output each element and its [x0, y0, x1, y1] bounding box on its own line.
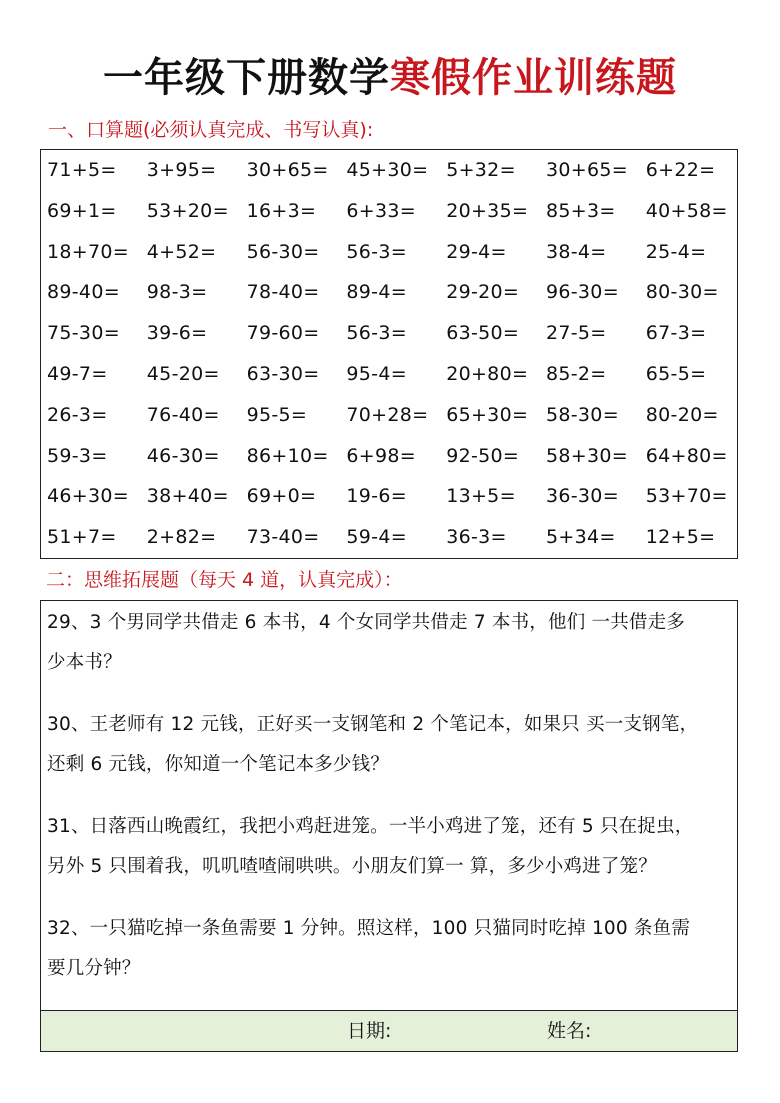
calc-item: 76-40=: [146, 403, 220, 426]
calc-item: 49-7=: [47, 362, 108, 385]
calc-item: 27-5=: [545, 322, 607, 345]
footer-bar: [40, 1010, 738, 1052]
calc-item: 36-3=: [446, 526, 507, 549]
calc-item: 13+5=: [446, 485, 516, 508]
problem-line: 29、3 个男同学共借走 6 本书，4 个女同学共借走 7 本书，他们 一共借走多: [47, 612, 685, 633]
calc-item: 58+30=: [545, 444, 628, 467]
problem-line: 少本书？: [47, 652, 122, 673]
calc-item: 95-4=: [346, 362, 407, 385]
problem-30: [47, 705, 735, 785]
problem-line: 还剩 6 元钱，你知道一个笔记本多少钱？: [47, 754, 390, 775]
calc-item: 36-30=: [545, 485, 619, 508]
calc-item: 69+1=: [47, 199, 117, 222]
calc-item: 29-20=: [446, 281, 520, 304]
calc-item: 63-30=: [246, 362, 320, 385]
calc-item: 92-50=: [446, 444, 520, 467]
calc-item: 19-6=: [346, 485, 407, 508]
calc-item: 38+40=: [146, 485, 229, 508]
calc-table: [40, 149, 738, 559]
section1-heading: 一、口算题(必须认真完成、书写认真):: [48, 119, 374, 141]
calc-item: 95-5=: [246, 403, 308, 426]
calc-item: 71+5=: [47, 159, 117, 181]
calc-item: 30+65=: [545, 159, 628, 181]
calc-item: 4+52=: [146, 240, 217, 263]
calc-item: 18+70=: [47, 240, 129, 263]
problem-line: 31、日落西山晚霞红，我把小鸡赶进笼。一半小鸡进了笼，还有 5 只在捉虫，: [47, 816, 694, 837]
calc-item: 56-30=: [246, 240, 320, 263]
calc-item: 59-3=: [47, 444, 108, 467]
page-title: [0, 48, 780, 108]
calc-item: 38-4=: [545, 240, 607, 263]
calc-item: 96-30=: [545, 281, 619, 304]
calc-item: 3+95=: [146, 159, 217, 181]
calc-item: 2+82=: [146, 526, 217, 549]
calc-item: 89-40=: [47, 281, 120, 304]
problem-line: 另外 5 只围着我，叽叽喳喳闹哄哄。小朋友们算一 算，多少小鸡进了笼？: [47, 856, 657, 877]
calc-item: 30+65=: [246, 159, 329, 181]
calc-item: 67-3=: [645, 322, 707, 345]
problem-29: [47, 603, 735, 683]
calc-item: 5+32=: [446, 159, 516, 181]
calc-item: 56-3=: [346, 322, 407, 345]
problem-32: [47, 909, 735, 989]
calc-item: 46-30=: [146, 444, 220, 467]
calc-item: 80-30=: [645, 281, 719, 304]
date-label: 日期:: [347, 1020, 392, 1042]
problem-line: 30、王老师有 12 元钱，正好买一支钢笔和 2 个笔记本，如果只 买一支钢笔，: [47, 714, 699, 735]
calc-item: 53+20=: [146, 199, 229, 222]
calc-item: 65-5=: [645, 362, 707, 385]
calc-item: 79-60=: [246, 322, 320, 345]
calc-item: 25-4=: [645, 240, 707, 263]
calc-item: 46+30=: [47, 485, 129, 508]
problem-line: 32、一只猫吃掉一条鱼需要 1 分钟。照这样，100 只猫同时吃掉 100 条鱼需: [47, 918, 691, 939]
calc-item: 85-2=: [545, 362, 607, 385]
title-red: 寒假作业训练题: [390, 55, 677, 101]
problem-box: [40, 600, 738, 1010]
calc-item: 80-20=: [645, 403, 719, 426]
calc-item: 40+58=: [645, 199, 728, 222]
problem-31: [47, 807, 735, 887]
calc-item: 86+10=: [246, 444, 329, 467]
calc-item: 63-50=: [446, 322, 520, 345]
calc-item: 6+22=: [645, 159, 716, 181]
calc-item: 26-3=: [47, 403, 108, 426]
calc-item: 75-30=: [47, 322, 120, 345]
calc-item: 64+80=: [645, 444, 728, 467]
calc-item: 5+34=: [545, 526, 616, 549]
calc-item: 20+35=: [446, 199, 529, 222]
name-label: 姓名:: [547, 1020, 592, 1042]
calc-item: 78-40=: [246, 281, 320, 304]
calc-item: 45-20=: [146, 362, 220, 385]
calc-item: 6+98=: [346, 444, 416, 467]
calc-item: 12+5=: [645, 526, 716, 549]
calc-item: 45+30=: [346, 159, 429, 181]
calc-grid: [47, 150, 746, 558]
calc-item: 69+0=: [246, 485, 317, 508]
calc-item: 6+33=: [346, 199, 416, 222]
section2-heading: 二：思维拓展题（每天 4 道，认真完成）：: [46, 569, 403, 591]
calc-item: 70+28=: [346, 403, 429, 426]
calc-item: 65+30=: [446, 403, 529, 426]
calc-item: 39-6=: [146, 322, 208, 345]
calc-item: 20+80=: [446, 362, 529, 385]
title-black: 一年级下册数学: [103, 55, 390, 101]
calc-item: 59-4=: [346, 526, 407, 549]
calc-item: 51+7=: [47, 526, 117, 549]
calc-item: 58-30=: [545, 403, 619, 426]
calc-item: 89-4=: [346, 281, 407, 304]
calc-item: 53+70=: [645, 485, 728, 508]
calc-item: 56-3=: [346, 240, 407, 263]
calc-item: 29-4=: [446, 240, 507, 263]
calc-item: 85+3=: [545, 199, 616, 222]
calc-item: 73-40=: [246, 526, 320, 549]
problem-line: 要几分钟？: [47, 958, 141, 979]
calc-item: 16+3=: [246, 199, 317, 222]
calc-item: 98-3=: [146, 281, 208, 304]
